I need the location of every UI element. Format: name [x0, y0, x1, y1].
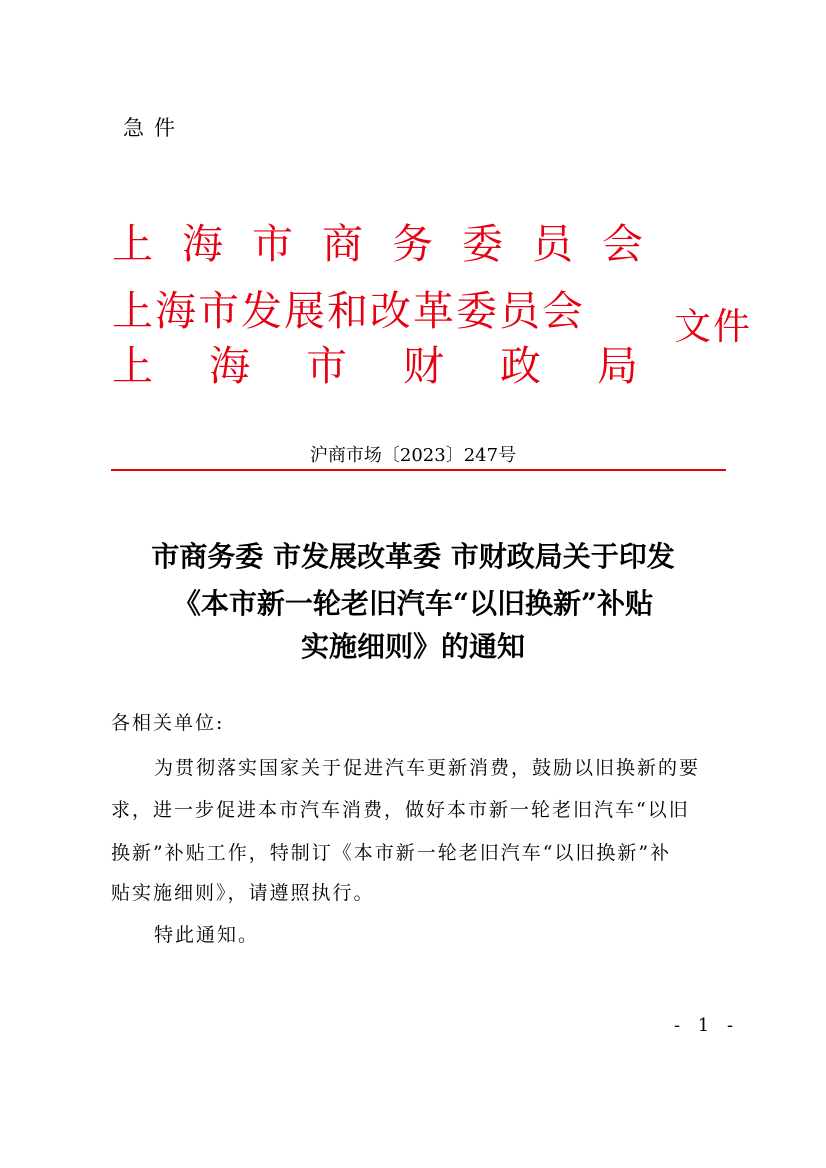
issuer-char: 海 — [209, 342, 250, 390]
issuer-char: 会 — [542, 287, 583, 335]
issuer-char: 员 — [499, 287, 540, 335]
issuer-char: 委 — [462, 220, 503, 268]
body-paragraph-line: 为贯彻落实国家关于促进汽车更新消费，鼓励以旧换新的要 — [154, 757, 701, 779]
body-paragraph-line: 换新”补贴工作，特制订《本市新一轮老旧汽车“以旧换新”补 — [111, 842, 672, 864]
document-number: 沪商市场〔2023〕247号 — [309, 445, 517, 466]
issuer-char: 展 — [284, 287, 325, 335]
issuer-char: 商 — [322, 220, 363, 268]
issuer-char: 务 — [392, 220, 433, 268]
doc-type-suffix: 文件 — [674, 305, 752, 348]
issuer-char: 和 — [327, 287, 368, 335]
closing-remark: 特此通知。 — [154, 924, 260, 946]
urgency-label: 急件 — [123, 116, 185, 140]
issuer-char: 改 — [370, 287, 411, 335]
issuer-char: 革 — [413, 287, 454, 335]
issuer-char: 市 — [306, 342, 347, 390]
red-divider-line — [111, 469, 726, 471]
issuer-development-reform-commission — [112, 287, 583, 335]
issuer-char: 海 — [182, 220, 223, 268]
issuer-char: 会 — [602, 220, 643, 268]
salutation: 各相关单位: — [111, 712, 225, 734]
issuer-char: 市 — [198, 287, 239, 335]
issuer-char: 局 — [597, 342, 638, 390]
issuer-char: 上 — [112, 220, 153, 268]
document-title-line: 实施细则》的通知 — [300, 630, 525, 663]
issuer-char: 上 — [112, 342, 153, 390]
issuer-char: 员 — [532, 220, 573, 268]
document-title-line: 市商务委 市发展改革委 市财政局关于印发 — [151, 540, 675, 573]
issuer-char: 财 — [403, 342, 444, 390]
issuer-char: 政 — [500, 342, 541, 390]
issuer-char: 海 — [155, 287, 196, 335]
issuer-char: 发 — [241, 287, 282, 335]
issuer-char: 上 — [112, 287, 153, 335]
document-title-line: 《本市新一轮老旧汽车“以旧换新”补贴 — [172, 587, 654, 620]
issuer-finance-bureau — [112, 342, 638, 390]
body-paragraph-line: 贴实施细则》，请遵照执行。 — [111, 882, 375, 904]
issuer-char: 委 — [456, 287, 497, 335]
issuer-char: 市 — [252, 220, 293, 268]
body-paragraph-line: 求，进一步促进本市汽车消费，做好本市新一轮老旧汽车“以旧 — [111, 799, 690, 821]
page-number: - 1 - — [674, 1015, 740, 1036]
issuer-commerce-commission — [112, 220, 643, 268]
